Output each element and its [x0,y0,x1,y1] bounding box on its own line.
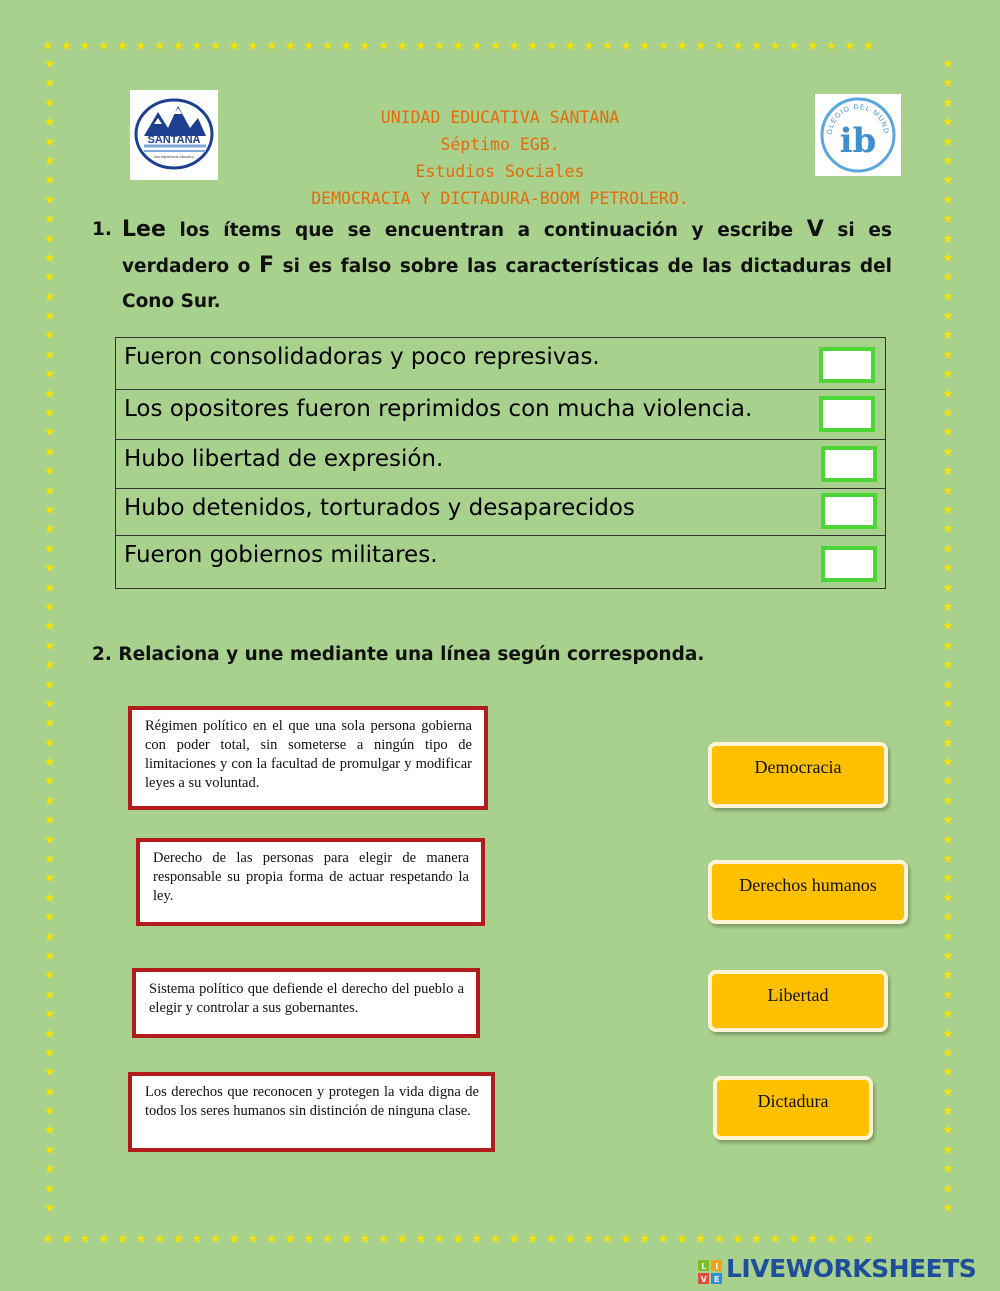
star-icon: ★ [942,1123,954,1139]
star-icon: ★ [942,561,954,577]
answer-input[interactable] [821,493,877,529]
table-row [116,536,886,589]
star-icon: ★ [942,464,954,480]
star-icon: ★ [942,735,954,751]
star-icon: ★ [44,76,56,92]
star-icon: ★ [942,76,954,92]
star-icon: ★ [44,406,56,422]
answer-input[interactable] [819,347,875,383]
star-icon: ★ [44,425,56,441]
star-icon: ★ [942,270,954,286]
star-icon: ★ [44,231,56,247]
answer-input[interactable] [819,396,875,432]
star-icon: ★ [942,192,954,208]
star-icon: ★ [44,832,56,848]
star-icon: ★ [44,755,56,771]
ib-logo [815,94,901,176]
santana-logo-tagline: una experiencia educativa [154,155,194,159]
question-2-text: Relaciona y une mediante una línea según corresponda. [118,644,705,665]
star-icon: ★ [44,696,56,712]
true-false-table [115,337,886,589]
star-icon: ★ [44,386,56,402]
star-icon: ★ [942,1201,954,1217]
star-icon: ★ [942,1065,954,1081]
star-icon: ★ [44,541,56,557]
star-icon: ★ [942,347,954,363]
star-icon: ★ [44,561,56,577]
star-icon: ★ [942,57,954,72]
definition-box[interactable]: Derecho de las personas para elegir de manera responsable su propia forma de actuar respetando la ley. [136,838,485,926]
question-1-text-a: los ítems que se encuentran a continuación y escribe [165,220,807,241]
star-icon: ★ [942,173,954,189]
star-icon: ★ [44,774,56,790]
statement-text: Hubo detenidos, torturados y desaparecidos [124,495,635,521]
star-icon: ★ [44,910,56,926]
star-icon: ★ [942,852,954,868]
star-icon: ★ [942,425,954,441]
grid-letter-e: E [714,1275,719,1284]
star-icon: ★ [44,968,56,984]
star-icon: ★ [44,1045,56,1061]
star-icon: ★ [942,309,954,325]
star-icon: ★ [44,1142,56,1158]
table-row [116,390,886,440]
star-icon: ★ [44,677,56,693]
star-icon: ★ [942,502,954,518]
star-icon: ★ [942,774,954,790]
star-icon: ★ [44,1084,56,1100]
question-1-text-b: si es verdadero o [122,220,892,277]
star-icon: ★ [942,367,954,383]
star-icon: ★ [44,735,56,751]
star-border-left [44,58,58,1221]
star-icon: ★ [942,1104,954,1120]
star-icon: ★ [44,153,56,169]
star-border-top: ★★★★★★★★★★★★★★★★★★★★★★★★★★★★★★★★★★★★★★★★★★★★★ [42,39,882,54]
star-icon: ★ [942,134,954,150]
question-1-text-c: si es falso sobre las características de las dictaduras del Cono Sur. [122,256,893,312]
star-icon: ★ [942,599,954,615]
star-icon: ★ [44,522,56,538]
star-icon: ★ [942,522,954,538]
question-1-lead: Lee [122,217,166,242]
star-icon: ★ [942,328,954,344]
star-icon: ★ [44,1065,56,1081]
star-icon: ★ [44,813,56,829]
star-icon: ★ [942,153,954,169]
star-icon: ★ [942,619,954,635]
star-icon: ★ [942,755,954,771]
star-icon: ★ [44,444,56,460]
star-icon: ★ [44,1104,56,1120]
star-icon: ★ [44,1181,56,1197]
grid-letter-v: V [700,1275,707,1284]
star-icon: ★ [942,386,954,402]
star-icon: ★ [44,483,56,499]
star-icon: ★ [44,1201,56,1217]
true-letter: V [806,217,824,242]
star-icon: ★ [44,890,56,906]
answer-input[interactable] [821,546,877,582]
answer-input[interactable] [821,446,877,482]
star-icon: ★ [44,464,56,480]
table-row [116,338,886,390]
star-icon: ★ [942,793,954,809]
star-icon: ★ [942,231,954,247]
star-icon: ★ [942,871,954,887]
star-icon: ★ [942,444,954,460]
definition-box[interactable]: Régimen político en el que una sola persona gobierna con poder total, sin someterse a ningún tipo de limitaciones y con la facultad de promulgar y modificar leyes a su voluntad. [128,706,488,810]
star-border-bottom: ★★★★★★★★★★★★★★★★★★★★★★★★★★★★★★★★★★★★★★★★★★★★★ [42,1232,882,1247]
star-icon: ★ [942,813,954,829]
star-icon: ★ [44,289,56,305]
star-icon: ★ [942,483,954,499]
star-icon: ★ [942,638,954,654]
star-icon: ★ [942,677,954,693]
star-icon: ★ [942,250,954,266]
star-icon: ★ [942,696,954,712]
star-icon: ★ [44,502,56,518]
star-icon: ★ [44,367,56,383]
star-icon: ★ [44,599,56,615]
star-icon: ★ [942,1142,954,1158]
worksheet-header [200,104,800,212]
ib-logo-text: OLEGIO DEL MUND [826,103,890,136]
star-icon: ★ [44,173,56,189]
statement-text: Fueron consolidadoras y poco represivas. [124,344,600,370]
term-democracia[interactable]: Democracia [708,742,888,808]
star-icon: ★ [44,871,56,887]
star-icon: ★ [44,793,56,809]
star-icon: ★ [942,1007,954,1023]
star-icon: ★ [44,250,56,266]
star-icon: ★ [44,134,56,150]
statement-text: Hubo libertad de expresión. [124,446,444,472]
table-row [116,489,886,536]
ib-logo-mark: ib [839,121,877,161]
star-icon: ★ [942,1084,954,1100]
grid-letter-i: I [715,1262,718,1271]
liveworksheets-grid-icon [698,1260,722,1284]
star-icon: ★ [44,1123,56,1139]
term-dictadura[interactable]: Dictadura [713,1076,873,1140]
grade-label: Séptimo EGB. [440,135,560,154]
star-icon: ★ [942,948,954,964]
star-icon: ★ [44,929,56,945]
star-icon: ★ [942,1045,954,1061]
question-2-number: 2. [92,644,112,665]
star-icon: ★ [44,580,56,596]
star-icon: ★ [942,406,954,422]
star-icon: ★ [44,328,56,344]
table-row [116,440,886,489]
star-border-right [942,58,956,1221]
star-icon: ★ [942,1162,954,1178]
star-icon: ★ [942,929,954,945]
star-icon: ★ [44,987,56,1003]
question-1-instruction [92,212,892,319]
star-icon: ★ [44,309,56,325]
star-icon: ★ [942,1181,954,1197]
question-2-instruction [92,644,892,665]
star-icon: ★ [942,289,954,305]
star-icon: ★ [942,580,954,596]
grid-letter-l: L [701,1262,706,1271]
star-icon: ★ [942,890,954,906]
star-icon: ★ [942,716,954,732]
star-icon: ★ [44,95,56,111]
star-icon: ★ [44,948,56,964]
santana-logo-name: SANTANA [147,134,201,146]
topic-title: DEMOCRACIA Y DICTADURA-BOOM PETROLERO. [311,189,689,208]
star-icon: ★ [942,541,954,557]
liveworksheets-brand: LIVEWORKSHEETS [726,1254,977,1283]
star-icon: ★ [44,57,56,72]
term-libertad[interactable]: Libertad [708,970,888,1032]
star-icon: ★ [942,212,954,228]
star-icon: ★ [44,619,56,635]
star-icon: ★ [942,115,954,131]
star-icon: ★ [942,910,954,926]
star-icon: ★ [44,1162,56,1178]
star-icon: ★ [44,638,56,654]
star-icon: ★ [942,968,954,984]
star-icon: ★ [44,115,56,131]
star-icon: ★ [44,1026,56,1042]
statement-text: Los opositores fueron reprimidos con mucha violencia. [124,396,753,422]
star-icon: ★ [942,95,954,111]
term-derechos-humanos[interactable]: Derechos humanos [708,860,908,924]
star-icon: ★ [44,852,56,868]
star-icon: ★ [44,347,56,363]
false-letter: F [258,253,274,278]
liveworksheets-logo [698,1256,994,1286]
star-icon: ★ [942,1026,954,1042]
star-icon: ★ [44,658,56,674]
definition-box[interactable]: Los derechos que reconocen y protegen la vida digna de todos los seres humanos sin distinción de ninguna clase. [128,1072,495,1152]
question-1-number: 1. [92,219,112,240]
star-icon: ★ [44,192,56,208]
star-icon: ★ [44,716,56,732]
subject-label: Estudios Sociales [415,162,585,181]
school-name: UNIDAD EDUCATIVA SANTANA [380,108,620,127]
star-icon: ★ [942,658,954,674]
star-icon: ★ [44,1007,56,1023]
star-icon: ★ [44,270,56,286]
star-icon: ★ [44,212,56,228]
star-icon: ★ [942,832,954,848]
statement-text: Fueron gobiernos militares. [124,542,438,568]
star-icon: ★ [942,987,954,1003]
definition-box[interactable]: Sistema político que defiende el derecho del pueblo a elegir y controlar a sus gobernantes. [132,968,480,1038]
